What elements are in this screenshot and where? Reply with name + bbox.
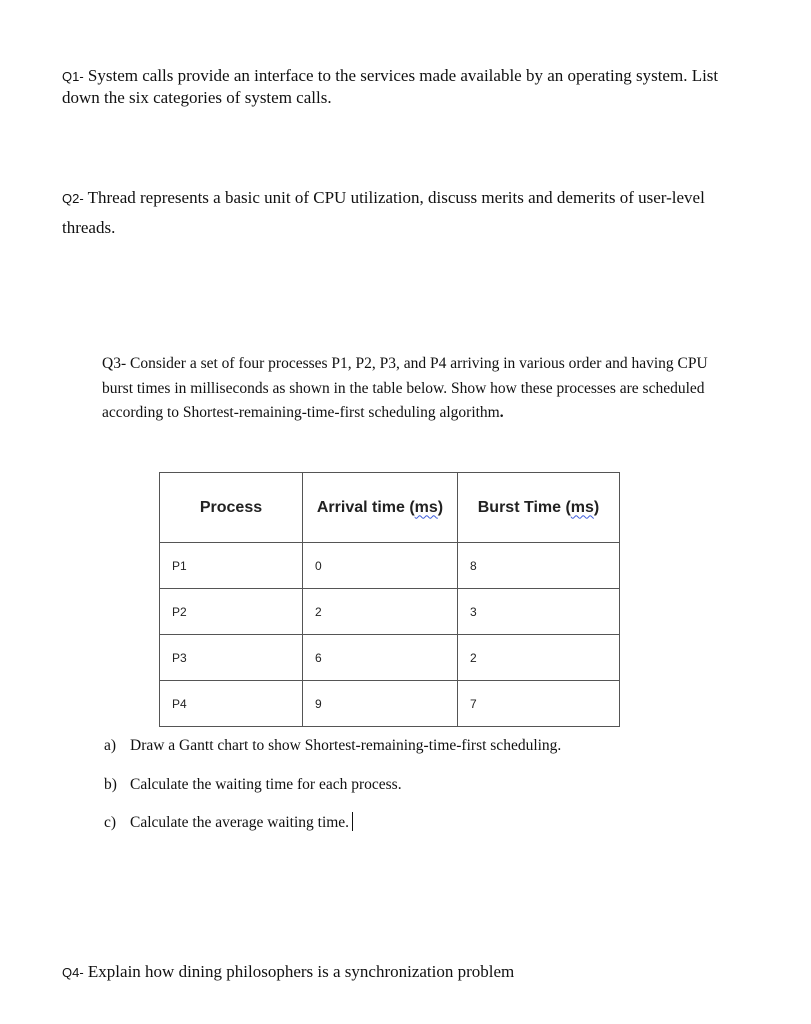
part-text: Draw a Gantt chart to show Shortest-remaining-time-first scheduling. xyxy=(130,737,562,754)
spelling-underline: ms xyxy=(414,498,438,516)
part-letter: a) xyxy=(104,737,117,754)
question-1 xyxy=(62,65,752,108)
question-1-number: Q1- xyxy=(62,69,84,84)
cell-process: P2 xyxy=(160,589,303,635)
question-3-end-mark: . xyxy=(499,404,504,421)
cell-process: P3 xyxy=(160,635,303,681)
question-4-number: Q4- xyxy=(62,965,84,980)
cell-burst: 8 xyxy=(458,543,620,589)
question-1-text: System calls provide an interface to the services made available by an operating system. List down the six categories of system calls. xyxy=(62,66,719,107)
cell-burst: 3 xyxy=(458,589,620,635)
table-row xyxy=(160,543,620,589)
table-row xyxy=(160,589,620,635)
header-burst-time: Burst Time (ms) xyxy=(458,473,620,543)
part-letter: b) xyxy=(104,775,117,793)
cell-process: P1 xyxy=(160,543,303,589)
question-2 xyxy=(62,183,762,242)
question-4-text: Explain how dining philosophers is a synchronization problem xyxy=(87,962,515,981)
question-3-parts xyxy=(104,735,561,851)
list-item xyxy=(104,812,561,851)
cell-burst: 2 xyxy=(458,635,620,681)
list-item xyxy=(104,735,561,774)
cell-arrival: 2 xyxy=(303,589,458,635)
list-item xyxy=(104,774,561,813)
question-2-text: Thread represents a basic unit of CPU utilization, discuss merits and demerits of user-level threads. xyxy=(62,188,705,237)
text-cursor[interactable] xyxy=(352,812,353,831)
part-text: Calculate the waiting time for each process. xyxy=(130,775,402,793)
cell-arrival: 6 xyxy=(303,635,458,681)
table-row xyxy=(160,635,620,681)
question-3-text: Q3- Consider a set of four processes P1, P2, P3, and P4 arriving in various order and having CPU burst times in milliseconds as shown in the table below. Show how these processes are scheduled according to Shortest-remaining-time-first scheduling algorithm xyxy=(102,355,708,421)
cell-process: P4 xyxy=(160,681,303,727)
header-process: Process xyxy=(160,473,303,543)
cell-arrival: 9 xyxy=(303,681,458,727)
table-row xyxy=(160,681,620,727)
process-table xyxy=(159,472,620,727)
part-letter: c) xyxy=(104,814,117,831)
header-arrival-time: Arrival time (ms) xyxy=(303,473,458,543)
question-4 xyxy=(62,961,762,983)
table-header-row xyxy=(160,473,620,543)
cell-burst: 7 xyxy=(458,681,620,727)
spelling-underline: ms xyxy=(570,498,594,516)
question-2-number: Q2- xyxy=(62,191,84,206)
question-3 xyxy=(102,352,722,426)
part-text: Calculate the average waiting time. xyxy=(130,814,350,831)
cell-arrival: 0 xyxy=(303,543,458,589)
